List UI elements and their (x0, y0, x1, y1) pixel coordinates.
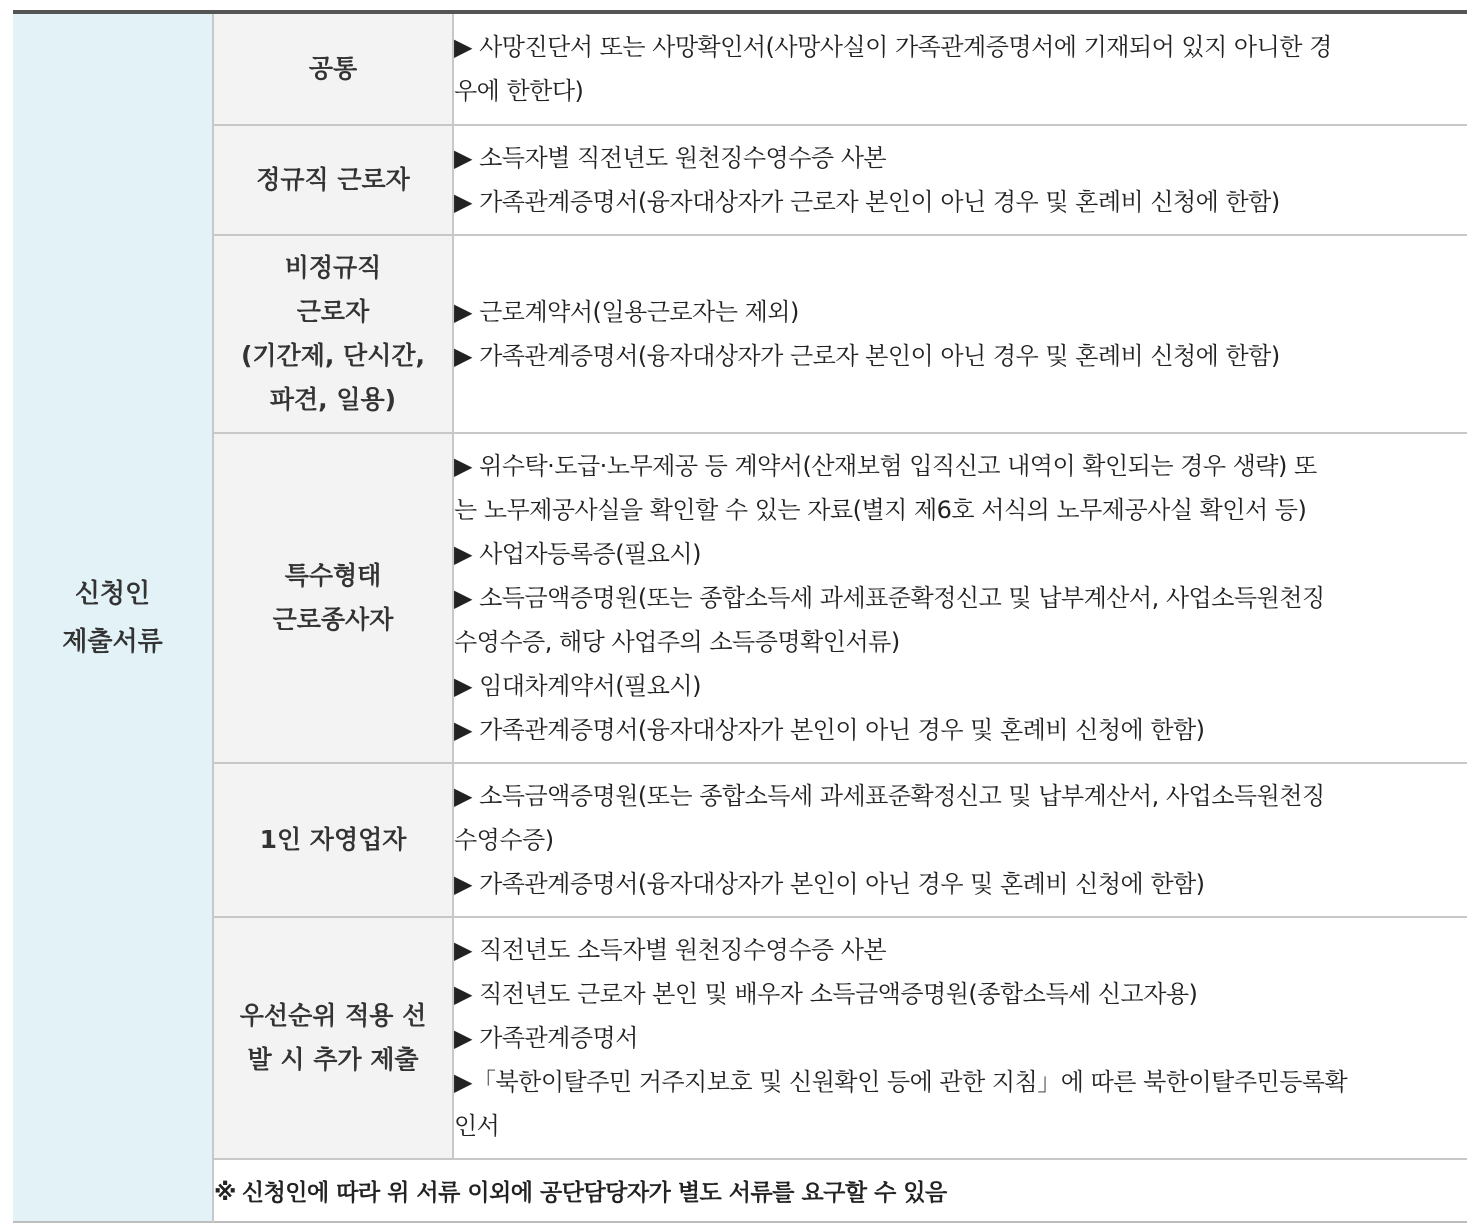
table-row (13, 763, 1467, 917)
footnote-cell (213, 1159, 1467, 1222)
doc-line: ▶ 가족관계증명서(융자대상자가 본인이 아닌 경우 및 혼례비 신청에 한함) (454, 870, 1205, 898)
row-label-line: 1인 자영업자 (259, 825, 407, 854)
row-label-line: 발 시 추가 제출 (247, 1045, 419, 1074)
table-row (13, 1159, 1467, 1222)
doc-line: ▶ 가족관계증명서(융자대상자가 근로자 본인이 아닌 경우 및 혼례비 신청에 한함) (454, 342, 1280, 370)
table-row (13, 235, 1467, 433)
row-label-line: 정규직 근로자 (256, 165, 410, 194)
table-row (13, 433, 1467, 763)
doc-line: ▶ 직전년도 소득자별 원천징수영수증 사본 (454, 936, 887, 964)
doc-list-nonregular-worker (453, 235, 1467, 433)
row-label-regular-worker (213, 125, 453, 235)
row-label-nonregular-worker (213, 235, 453, 433)
category-label: 제출서류 (62, 626, 163, 657)
doc-line: 수영수증) (454, 826, 554, 854)
table-row (13, 12, 1467, 125)
note-marker: ※ (214, 1180, 236, 1206)
row-label-line: 특수형태 (284, 561, 382, 590)
doc-line: 인서 (454, 1112, 500, 1140)
category-header-cell (13, 12, 213, 1222)
doc-line: ▶「북한이탈주민 거주지보호 및 신원확인 등에 관한 지침」에 따른 북한이탈주민등록확 (454, 1068, 1348, 1096)
doc-line: 는 노무제공사실을 확인할 수 있는 자료(별지 제6호 서식의 노무제공사실 확인서 등) (454, 496, 1307, 524)
category-label: 신청인 (74, 578, 151, 609)
row-label-line: 공통 (308, 54, 358, 83)
row-label-line: 근로자 (296, 297, 370, 326)
doc-line: ▶ 가족관계증명서 (454, 1024, 638, 1052)
doc-line: ▶ 직전년도 근로자 본인 및 배우자 소득금액증명원(종합소득세 신고자용) (454, 980, 1198, 1008)
doc-list-special-worker (453, 433, 1467, 763)
row-label-line: 파견, 일용) (269, 385, 397, 414)
submission-documents-table (13, 10, 1467, 1223)
row-label-special-worker (213, 433, 453, 763)
doc-line: ▶ 사업자등록증(필요시) (454, 540, 701, 568)
table-row (13, 917, 1467, 1159)
doc-line: ▶ 위수탁·도급·노무제공 등 계약서(산재보험 입직신고 내역이 확인되는 경우 생략) 또 (454, 452, 1317, 480)
doc-line: 수영수증, 해당 사업주의 소득증명확인서류) (454, 628, 900, 656)
row-label-priority-selection (213, 917, 453, 1159)
doc-line: ▶ 사망진단서 또는 사망확인서(사망사실이 가족관계증명서에 기재되어 있지 아니한 경 (454, 33, 1332, 61)
row-label-common (213, 12, 453, 125)
table-row (13, 125, 1467, 235)
doc-line: ▶ 가족관계증명서(융자대상자가 본인이 아닌 경우 및 혼례비 신청에 한함) (454, 716, 1205, 744)
row-label-line: 우선순위 적용 선 (239, 1001, 427, 1030)
doc-list-priority-selection (453, 917, 1467, 1159)
doc-line: ▶ 소득자별 직전년도 원천징수영수증 사본 (454, 144, 887, 172)
doc-line: 우에 한한다) (454, 77, 584, 105)
doc-line: ▶ 소득금액증명원(또는 종합소득세 과세표준확정신고 및 납부계산서, 사업소득원천징 (454, 782, 1325, 810)
row-label-line: 비정규직 (284, 253, 382, 282)
doc-list-regular-worker (453, 125, 1467, 235)
doc-list-common (453, 12, 1467, 125)
row-label-line: 근로종사자 (272, 605, 394, 634)
doc-line: ▶ 소득금액증명원(또는 종합소득세 과세표준확정신고 및 납부계산서, 사업소득원천징 (454, 584, 1325, 612)
doc-list-self-employed (453, 763, 1467, 917)
doc-line: ▶ 임대차계약서(필요시) (454, 672, 701, 700)
doc-line: ▶ 가족관계증명서(융자대상자가 근로자 본인이 아닌 경우 및 혼례비 신청에 한함) (454, 188, 1280, 216)
footnote-text: 신청인에 따라 위 서류 이외에 공단담당자가 별도 서류를 요구할 수 있음 (241, 1180, 947, 1206)
doc-line: ▶ 근로계약서(일용근로자는 제외) (454, 298, 799, 326)
row-label-line: (기간제, 단시간, (240, 341, 426, 370)
row-label-self-employed (213, 763, 453, 917)
